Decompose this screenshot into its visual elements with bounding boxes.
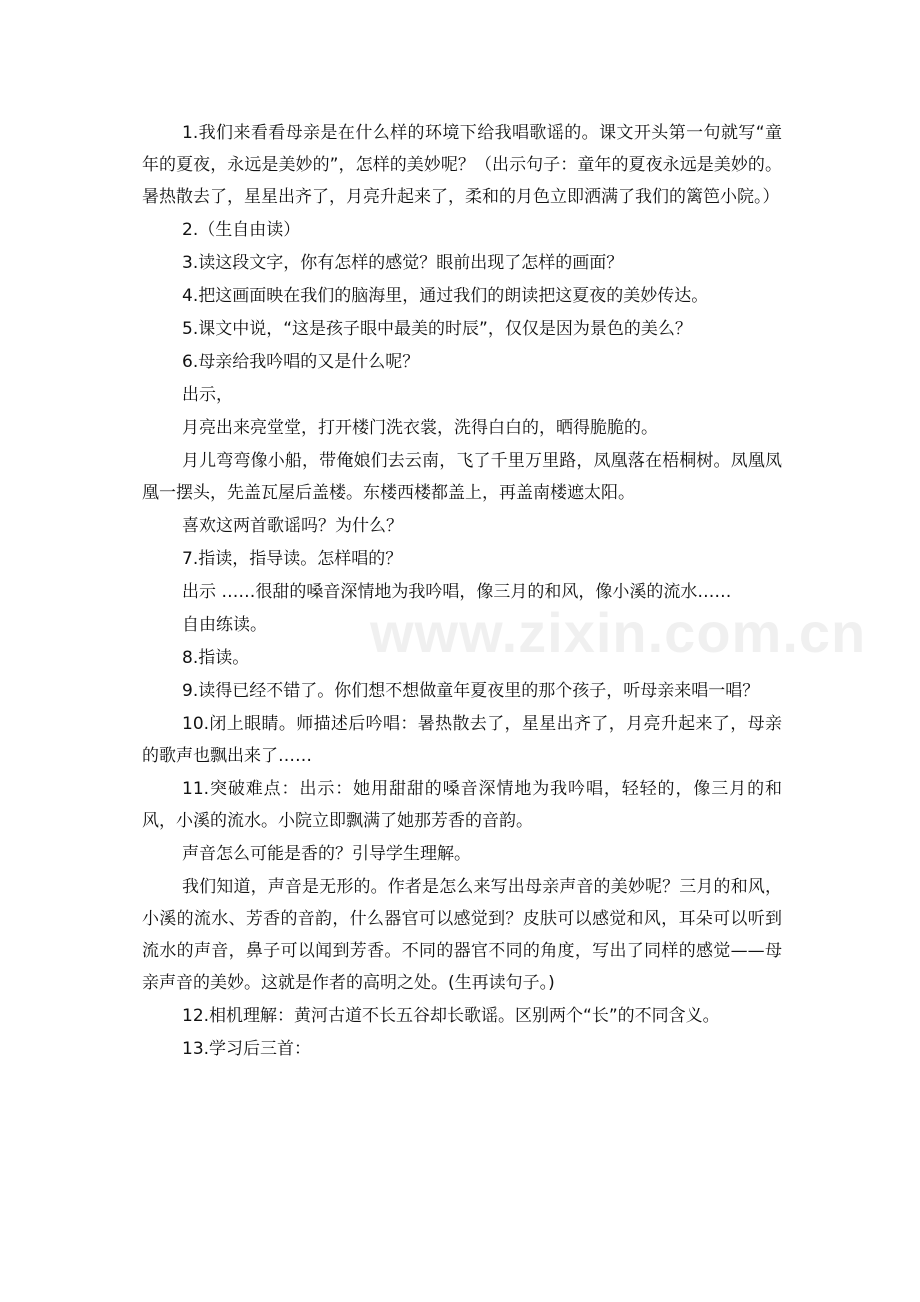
paragraph-18: 声音怎么可能是香的？引导学生理解。 bbox=[182, 844, 471, 864]
paragraph-11: 7.指读，指导读。怎样唱的？ bbox=[182, 549, 403, 569]
paragraph-10: 喜欢这两首歌谣吗？为什么？ bbox=[182, 516, 403, 536]
paragraph-3: 3.读这段文字，你有怎样的感觉？眼前出现了怎样的画面？ bbox=[182, 253, 624, 273]
paragraph-15: 9.读得已经不错了。你们想不想做童年夏夜里的那个孩子，听母亲来唱一唱？ bbox=[182, 681, 760, 701]
paragraph-7: 出示， bbox=[182, 385, 233, 405]
paragraph-8: 月亮出来亮堂堂，打开楼门洗衣裳，洗得白白的，晒得脆脆的。 bbox=[182, 418, 658, 438]
paragraph-2: 2.（生自由读） bbox=[182, 220, 301, 240]
paragraph-9: 月儿弯弯像小船，带俺娘们去云南，飞了千里万里路，凤凰落在梧桐树。凤凰凤凰一摆头，先盖瓦屋后盖楼。东楼西楼都盖上，再盖南楼遮太阳。 bbox=[142, 451, 782, 503]
paragraph-17: 11.突破难点：出示：她用甜甜的嗓音深情地为我吟唱，轻轻的，像三月的和风，小溪的流水。小院立即飘满了她那芳香的音韵。 bbox=[142, 779, 782, 831]
paragraph-6: 6.母亲给我吟唱的又是什么呢？ bbox=[182, 352, 420, 372]
paragraph-19: 我们知道，声音是无形的。作者是怎么来写出母亲声音的美妙呢？三月的和风，小溪的流水、芳香的音韵，什么器官可以感觉到？皮肤可以感觉和风，耳朵可以听到流水的声音，鼻子可以闻到芳香。不同的器官不同的角度，写出了同样的感觉——母亲声音的美妙。这就是作者的高明之处。(生再读句子。) bbox=[142, 877, 782, 993]
paragraph-16: 10.闭上眼睛。师描述后吟唱：暑热散去了，星星出齐了，月亮升起来了，母亲的歌声也飘出来了…… bbox=[142, 714, 782, 766]
paragraph-5: 5.课文中说，“这是孩子眼中最美的时辰”，仅仅是因为景色的美么？ bbox=[182, 319, 692, 339]
paragraph-21: 13.学习后三首： bbox=[182, 1039, 312, 1059]
paragraph-14: 8.指读。 bbox=[182, 648, 250, 668]
watermark: www.zixin.com.cn bbox=[370, 601, 867, 664]
paragraph-4: 4.把这画面映在我们的脑海里，通过我们的朗读把这夏夜的美妙传达。 bbox=[182, 286, 709, 306]
paragraph-1: 1.我们来看看母亲是在什么样的环境下给我唱歌谣的。课文开头第一句就写“童年的夏夜，永远是美妙的”，怎样的美妙呢？（出示句子：童年的夏夜永远是美妙的。暑热散去了，星星出齐了，月亮升起来了，柔和的月色立即洒满了我们的篱笆小院。） bbox=[142, 123, 782, 207]
paragraph-13: 自由练读。 bbox=[182, 615, 267, 635]
paragraph-12: 出示 ……很甜的嗓音深情地为我吟唱，像三月的和风，像小溪的流水…… bbox=[182, 582, 732, 602]
document-body bbox=[142, 117, 782, 1066]
paragraph-20: 12.相机理解：黄河古道不长五谷却长歌谣。区别两个“长”的不同含义。 bbox=[182, 1006, 720, 1026]
